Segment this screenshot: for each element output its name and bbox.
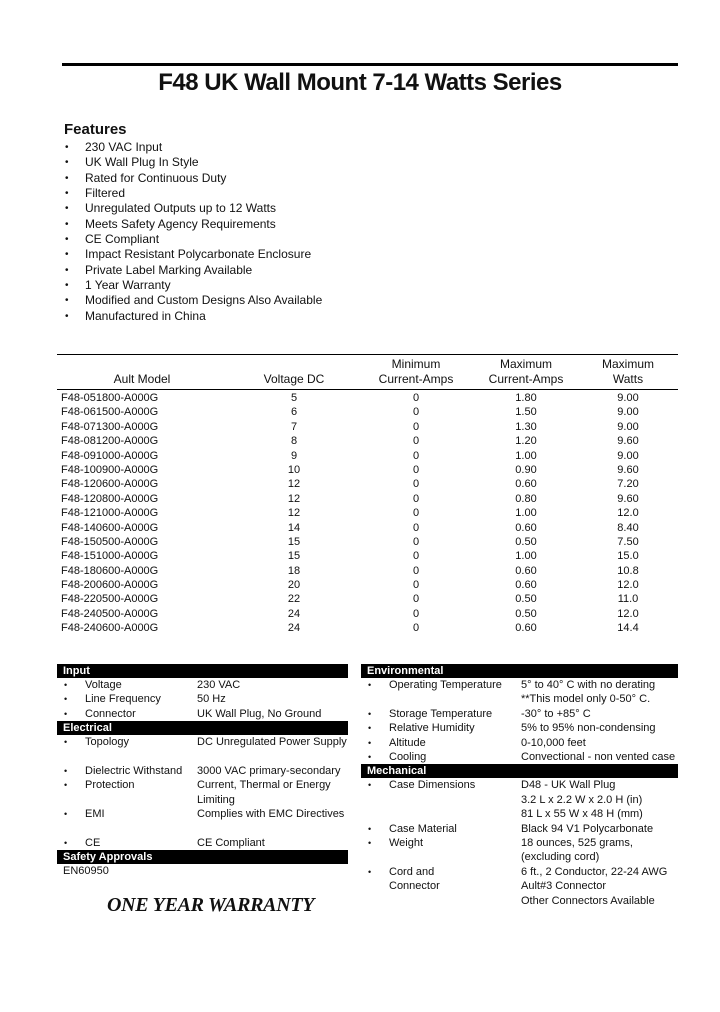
watts-cell: 9.00 [617, 406, 639, 419]
model-cell: F48-121000-A000G [61, 507, 159, 520]
watts-cell: 9.60 [617, 492, 639, 505]
voltage-cell: 15 [287, 550, 301, 563]
feature-item: • 230 VAC Input [62, 140, 322, 155]
electrical-value: 3000 VAC primary-secondary [197, 764, 341, 777]
max-current-cell: 0.50 [515, 593, 537, 606]
table-row [57, 549, 678, 563]
max-current-cell: 1.30 [515, 420, 537, 433]
max-current-cell: 1.20 [515, 435, 537, 448]
model-cell: F48-220500-A000G [61, 593, 159, 606]
bullet-icon: • [368, 751, 372, 762]
warranty-banner: ONE YEAR WARRANTY [107, 894, 315, 916]
feature-item: • Rated for Continuous Duty [62, 171, 322, 186]
watts-cell: 11.0 [617, 593, 639, 606]
bullet-icon: • [368, 723, 372, 734]
voltage-cell: 12 [287, 478, 301, 491]
environmental-label: Altitude [389, 736, 426, 749]
environmental-value: -30° to +85° C [521, 707, 591, 720]
environmental-section-header: Environmental [361, 664, 678, 678]
min-current-cell: 0 [412, 435, 420, 448]
electrical-value: DC Unregulated Power Supply [197, 736, 347, 749]
environmental-row [361, 721, 678, 735]
environmental-value: 5° to 40° C with no derating **This model only 0-50° C. [521, 679, 656, 706]
bullet-icon: • [368, 680, 372, 690]
header-max-line1: Maximum [499, 357, 552, 371]
table-row [57, 492, 678, 506]
header-watts-line1: Maximum [601, 357, 654, 371]
feature-item: • CE Compliant [62, 232, 322, 247]
min-current-cell: 0 [412, 449, 420, 462]
input-row [57, 678, 348, 692]
environmental-label: Cooling [389, 750, 427, 763]
watts-cell: 12.0 [617, 607, 639, 620]
voltage-cell: 8 [290, 435, 298, 448]
model-cell: F48-240600-A000G [61, 622, 159, 635]
bullet-icon: • [368, 837, 372, 848]
min-current-cell: 0 [412, 593, 420, 606]
mechanical-row [361, 865, 678, 908]
max-current-cell: 0.60 [515, 564, 537, 577]
bullet-icon: • [368, 737, 372, 748]
min-current-cell: 0 [412, 521, 420, 534]
bullet-icon: • [64, 708, 68, 719]
watts-cell: 10.8 [617, 564, 639, 577]
input-row [57, 707, 348, 721]
voltage-cell: 6 [290, 406, 298, 419]
model-cell: F48-120600-A000G [61, 478, 159, 491]
feature-item: • Unregulated Outputs up to 12 Watts [62, 201, 322, 216]
input-label: Connector [85, 707, 136, 720]
electrical-value: Complies with EMC Directives [197, 808, 345, 821]
table-row [57, 607, 678, 621]
bullet-icon: • [368, 708, 372, 719]
watts-cell: 12.0 [617, 507, 639, 520]
page-title: F48 UK Wall Mount 7-14 Watts Series [158, 69, 562, 96]
bullet-icon: • [368, 780, 372, 791]
feature-item: • Manufactured in China [62, 309, 322, 324]
left-spec-panel [57, 664, 348, 878]
features-list [62, 140, 322, 324]
voltage-cell: 12 [287, 507, 301, 520]
watts-cell: 7.50 [617, 535, 639, 548]
mechanical-value: 6 ft., 2 Conductor, 22-24 AWG Ault#3 Connector Other Connectors Available [521, 865, 668, 907]
table-row [57, 521, 678, 535]
feature-item: • Modified and Custom Designs Also Available [62, 293, 322, 308]
header-model: Ault Model [113, 372, 171, 386]
input-row [57, 692, 348, 706]
max-current-cell: 1.00 [515, 507, 537, 520]
max-current-cell: 0.60 [515, 521, 537, 534]
mechanical-label: Case Material [389, 822, 457, 835]
bullet-icon: • [64, 737, 68, 748]
voltage-cell: 18 [287, 564, 301, 577]
max-current-cell: 0.60 [515, 622, 537, 635]
mechanical-label: Weight [389, 836, 424, 849]
electrical-label: Topology [85, 736, 130, 749]
model-cell: F48-051800-A000G [61, 392, 159, 404]
electrical-row [57, 778, 348, 807]
model-cell: F48-140600-A000G [61, 521, 159, 534]
bullet-icon: • [64, 780, 68, 791]
electrical-value: CE Compliant [197, 836, 265, 849]
environmental-row [361, 736, 678, 750]
input-value: 230 VAC [197, 679, 241, 691]
bullet-icon: • [64, 680, 68, 690]
table-row [57, 434, 678, 448]
features-heading: Features [64, 121, 127, 138]
electrical-label: EMI [85, 808, 105, 821]
header-min-line2: Current-Amps [378, 372, 454, 386]
table-row [57, 564, 678, 578]
voltage-cell: 22 [287, 593, 301, 606]
min-current-cell: 0 [412, 507, 420, 520]
watts-cell: 8.40 [617, 521, 639, 534]
electrical-section [57, 735, 348, 850]
watts-cell: 9.60 [617, 463, 639, 476]
watts-cell: 7.20 [617, 478, 639, 491]
model-cell: F48-151000-A000G [61, 550, 159, 563]
model-cell: F48-150500-A000G [61, 535, 159, 548]
model-cell: F48-200600-A000G [61, 579, 159, 592]
header-watts-line2: Watts [612, 372, 644, 386]
electrical-label: Dielectric Withstand [85, 764, 183, 777]
max-current-cell: 1.00 [515, 449, 537, 462]
mechanical-row [361, 836, 678, 865]
feature-item: • UK Wall Plug In Style [62, 155, 322, 170]
electrical-row [57, 735, 348, 764]
table-row [57, 592, 678, 606]
table-row [57, 621, 678, 635]
environmental-value: 0-10,000 feet [521, 736, 586, 749]
table-row [57, 449, 678, 463]
model-cell: F48-061500-A000G [61, 406, 159, 419]
model-cell: F48-100900-A000G [61, 463, 159, 476]
environmental-row [361, 750, 678, 764]
min-current-cell: 0 [412, 420, 420, 433]
model-cell: F48-091000-A000G [61, 449, 159, 462]
table-row [57, 391, 678, 405]
bullet-icon: • [368, 823, 372, 834]
input-section [57, 678, 348, 721]
feature-item: • Impact Resistant Polycarbonate Enclosure [62, 247, 322, 262]
model-table-header [57, 354, 678, 390]
voltage-cell: 10 [287, 463, 301, 476]
min-current-cell: 0 [412, 607, 420, 620]
watts-cell: 14.4 [617, 622, 639, 635]
voltage-cell: 12 [287, 492, 301, 505]
electrical-row [57, 836, 348, 850]
feature-item: • Meets Safety Agency Requirements [62, 217, 322, 232]
max-current-cell: 0.60 [515, 478, 537, 491]
watts-cell: 9.00 [617, 392, 639, 404]
model-cell: F48-071300-A000G [61, 420, 159, 433]
environmental-value: Convectional - non vented case [521, 750, 676, 763]
watts-cell: 9.60 [617, 435, 639, 448]
voltage-cell: 24 [287, 607, 301, 620]
bullet-icon: • [64, 809, 68, 820]
voltage-cell: 20 [287, 579, 301, 592]
environmental-section [361, 678, 678, 764]
safety-section-header: Safety Approvals [57, 850, 348, 864]
min-current-cell: 0 [412, 392, 420, 404]
input-section-header: Input [57, 664, 348, 678]
environmental-label: Storage Temperature [389, 707, 493, 720]
min-current-cell: 0 [412, 535, 420, 548]
model-cell: F48-180600-A000G [61, 564, 159, 577]
table-row [57, 578, 678, 592]
min-current-cell: 0 [412, 463, 420, 476]
mechanical-section [361, 778, 678, 908]
electrical-value: Current, Thermal or Energy Limiting [197, 779, 331, 806]
safety-approval-value: EN60950 [63, 865, 109, 878]
header-max-line2: Current-Amps [488, 372, 564, 386]
right-spec-panel [361, 664, 678, 908]
voltage-cell: 15 [287, 535, 301, 548]
table-row [57, 506, 678, 520]
model-table-body [57, 390, 678, 636]
header-voltage: Voltage DC [263, 372, 325, 386]
bullet-icon: • [64, 765, 68, 776]
input-value: 50 Hz [197, 693, 226, 706]
bullet-icon: • [64, 837, 68, 848]
max-current-cell: 1.50 [515, 406, 537, 419]
environmental-label: Relative Humidity [389, 722, 475, 735]
electrical-label: Protection [85, 779, 135, 792]
min-current-cell: 0 [412, 622, 420, 635]
mechanical-row [361, 778, 678, 821]
input-label: Line Frequency [85, 693, 161, 706]
mechanical-section-header: Mechanical [361, 764, 678, 778]
max-current-cell: 0.50 [515, 607, 537, 620]
model-table [57, 354, 678, 636]
mechanical-value: 18 ounces, 525 grams, (excluding cord) [521, 836, 633, 864]
electrical-label: CE [85, 836, 101, 849]
table-row [57, 420, 678, 434]
max-current-cell: 1.00 [515, 550, 537, 563]
model-cell: F48-240500-A000G [61, 607, 159, 620]
max-current-cell: 0.90 [515, 463, 537, 476]
table-row [57, 463, 678, 477]
table-row [57, 405, 678, 419]
max-current-cell: 1.80 [515, 392, 537, 404]
top-rule [62, 63, 678, 66]
min-current-cell: 0 [412, 492, 420, 505]
input-label: Voltage [85, 679, 122, 691]
watts-cell: 12.0 [617, 579, 639, 592]
bullet-icon: • [64, 694, 68, 705]
header-min-line1: Minimum [391, 357, 441, 371]
min-current-cell: 0 [412, 564, 420, 577]
environmental-value: 5% to 95% non-condensing [521, 722, 656, 735]
min-current-cell: 0 [412, 478, 420, 491]
watts-cell: 9.00 [617, 420, 639, 433]
voltage-cell: 7 [290, 420, 298, 433]
mechanical-value: Black 94 V1 Polycarbonate [521, 822, 654, 835]
electrical-row [57, 807, 348, 836]
mechanical-label: Cord and Connector [389, 865, 440, 893]
feature-item: • 1 Year Warranty [62, 278, 322, 293]
min-current-cell: 0 [412, 579, 420, 592]
model-cell: F48-120800-A000G [61, 492, 159, 505]
feature-item: • Private Label Marking Available [62, 263, 322, 278]
watts-cell: 9.00 [617, 449, 639, 462]
electrical-row [57, 764, 348, 778]
table-row [57, 477, 678, 491]
watts-cell: 15.0 [617, 550, 639, 563]
max-current-cell: 0.60 [515, 579, 537, 592]
input-value: UK Wall Plug, No Ground [197, 707, 322, 720]
max-current-cell: 0.80 [515, 492, 537, 505]
feature-item: • Filtered [62, 186, 322, 201]
voltage-cell: 14 [287, 521, 301, 534]
environmental-row [361, 678, 678, 707]
model-cell: F48-081200-A000G [61, 435, 159, 448]
environmental-row [361, 707, 678, 721]
environmental-label: Operating Temperature [389, 679, 502, 691]
mechanical-row [361, 822, 678, 836]
mechanical-label: Case Dimensions [389, 779, 476, 792]
electrical-section-header: Electrical [57, 721, 348, 735]
voltage-cell: 5 [290, 392, 298, 404]
min-current-cell: 0 [412, 406, 420, 419]
voltage-cell: 9 [290, 449, 298, 462]
max-current-cell: 0.50 [515, 535, 537, 548]
voltage-cell: 24 [287, 622, 301, 635]
bullet-icon: • [368, 866, 372, 877]
table-row [57, 535, 678, 549]
min-current-cell: 0 [412, 550, 420, 563]
mechanical-value: D48 - UK Wall Plug 3.2 L x 2.2 W x 2.0 H (in) 81 L x 55 W x 48 H (mm) [521, 779, 643, 821]
